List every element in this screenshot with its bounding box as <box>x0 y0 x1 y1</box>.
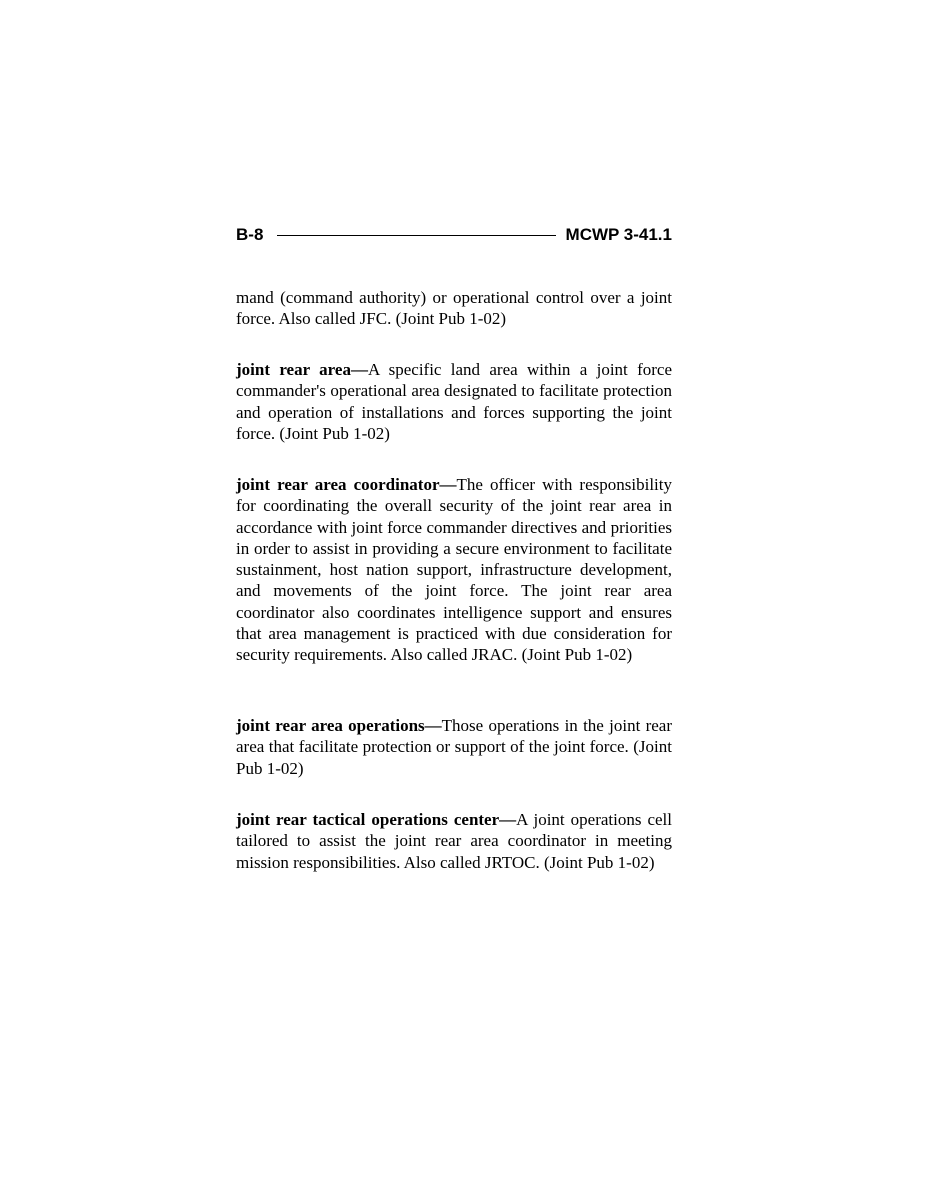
publication-title: MCWP 3-41.1 <box>565 225 672 244</box>
glossary-entry-joint-rear-area-coordinator <box>236 474 672 666</box>
continuation-paragraph <box>236 287 672 330</box>
page-number: B-8 <box>236 225 264 244</box>
glossary-definition: A specific land area within a joint force commander's operational area designated to facilitate protection and operation of installations and forces supporting the joint force. (Joint Pub 1-02) <box>236 360 673 443</box>
glossary-entry-joint-rear-area-operations <box>236 715 672 779</box>
glossary-entry-joint-rear-tactical-operations-center <box>236 809 672 873</box>
glossary-term: joint rear area operations— <box>236 716 442 735</box>
glossary-term: joint rear area— <box>236 360 368 379</box>
glossary-definition: The officer with responsibility for coordinating the overall security of the joint rear area in accordance with joint force commander directives and priorities in order to assist in providing a secure environment to facilitate sustainment, host nation support, infrastructure development, and movements of the joint force. The joint rear area coordinator also coordinates intelligence support and ensures that area management is practiced with due consideration for security requirements. Also called JRAC. (Joint Pub 1-02) <box>236 475 672 665</box>
continuation-text: mand (command authority) or operational control over a joint force. Also called JFC. (Joint Pub 1-02) <box>236 288 672 329</box>
glossary-term: joint rear area coordinator— <box>236 475 457 494</box>
glossary-term: joint rear tactical operations center— <box>236 810 517 829</box>
header-rule <box>277 235 555 236</box>
page-header <box>236 224 672 246</box>
glossary-definition: Those operations in the joint rear area that facilitate protection or support of the joint force. (Joint Pub 1-02) <box>236 716 672 778</box>
glossary-entry-joint-rear-area <box>236 359 672 444</box>
glossary-definition: A joint operations cell tailored to assist the joint rear area coordinator in meeting mission responsibilities. Also called JRTOC. (Joint Pub 1-02) <box>236 810 672 872</box>
